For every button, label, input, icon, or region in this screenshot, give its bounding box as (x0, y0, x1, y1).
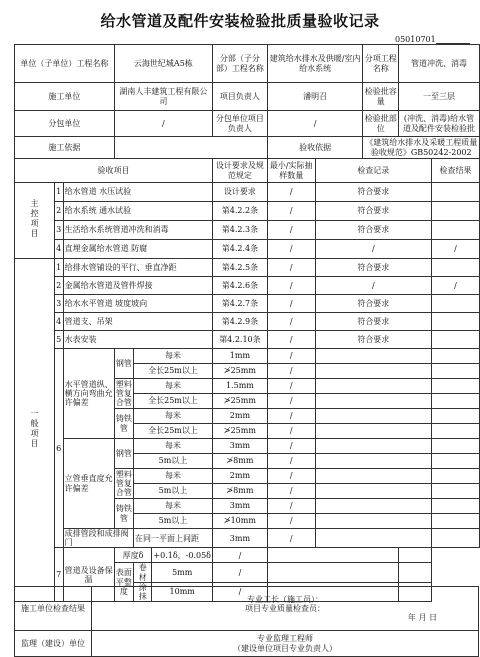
item6-record (315, 499, 431, 514)
main-item-name: 给水管道 水压试验 (63, 183, 212, 202)
item6-result (432, 394, 480, 409)
table-row (15, 202, 480, 221)
main-item-record: 符合要求 (315, 183, 431, 202)
item6-qty: / (267, 364, 315, 379)
pm-label: 项目负责人 (213, 83, 268, 111)
main-item-no: 1 (54, 183, 63, 202)
main-item-req: 第4.2.3条 (213, 221, 268, 240)
item6-qty: / (267, 379, 315, 394)
item6-req: ≯25mm (213, 394, 268, 409)
item6-record (315, 514, 431, 529)
item6-condition: 全长25m以上 (134, 364, 213, 379)
general-item-record: / (315, 277, 431, 295)
item7-req: 10mm (152, 582, 213, 601)
item6-condition: 每米 (134, 469, 213, 484)
item6-qty: / (267, 439, 315, 454)
valve-record (315, 529, 431, 548)
item6-material: 塑料管复合管 (115, 379, 132, 408)
main-item-name: 生活给水系统管道冲洗和消毒 (63, 221, 212, 240)
item7-flat-label: 表面平整度 (114, 563, 133, 602)
col-record-header: 检查记录 (315, 159, 431, 183)
builder-check-content (92, 587, 479, 631)
item6-condition: 每米 (134, 499, 213, 514)
item6-qty: / (267, 514, 315, 529)
item6-record (315, 439, 431, 454)
foreman-line: 专业工长（施工员）： (247, 594, 323, 604)
table-row (15, 529, 480, 548)
page-title: 给水管道及配件安装检验批质量验收记录 (100, 12, 380, 30)
valve-label: 成排管段和成排阀门 (63, 529, 133, 548)
general-item-name: 金属给水管道及管件焊接 (63, 277, 212, 295)
unit-label: 单位（子单位）工程名称 (15, 45, 115, 83)
main-item-qty: / (267, 183, 315, 202)
table-row (15, 295, 480, 313)
main-item-result (432, 183, 480, 202)
main-item-record: 符合要求 (315, 202, 431, 221)
table-row (15, 313, 480, 331)
item6-req: 3mm (213, 499, 268, 514)
capacity-label: 检验批容量 (363, 83, 399, 111)
item6-result (432, 484, 480, 499)
inspection-table (14, 44, 480, 602)
item-value: 管道冲洗、消毒 (399, 45, 480, 83)
col-result-header: 检查结果 (432, 159, 480, 183)
item6-condition: 5m以上 (134, 484, 213, 499)
general-item-qty: / (267, 295, 315, 313)
item7-condition: 卷材 (134, 563, 152, 582)
table-row (15, 277, 480, 295)
item6-qty: / (267, 409, 315, 424)
item7-record (267, 548, 398, 563)
item6-req: 1mm (213, 349, 268, 364)
unit-value: 云海世纪城A5栋 (114, 45, 212, 83)
valve-condition: 在同一平面上间距 (134, 529, 213, 548)
valve-qty: / (267, 529, 315, 548)
table-row (15, 221, 480, 240)
general-item-name: 管道支、吊架 (63, 313, 212, 331)
col-item-header: 验收项目 (15, 159, 213, 183)
item6-material: 塑料管复合管 (115, 469, 132, 498)
form-code (395, 35, 470, 44)
inspector-line: 项目专业质量检查员： (245, 603, 325, 613)
main-item-req: 第4.2.2条 (213, 202, 268, 221)
item6-material: 铸铁管 (114, 409, 133, 439)
main-item-name: 直埋金属给水管道 防腐 (63, 240, 212, 259)
general-item-result: / (432, 277, 480, 295)
item6-result (432, 409, 480, 424)
item6-result (432, 439, 480, 454)
general-item-no: 3 (54, 295, 63, 313)
main-item-no: 2 (54, 202, 63, 221)
table-row (15, 331, 480, 349)
valve-req: 3mm (213, 529, 268, 548)
builder-label: 施工单位 (15, 83, 115, 111)
sub-value: 建筑给水排水及供暖/室内给水系统 (267, 45, 363, 83)
item6-result (432, 499, 480, 514)
item6-horiz-label: 水平管道纵、横方向弯曲允许偏差 (63, 349, 114, 439)
capacity-value: 一至三层 (399, 83, 480, 111)
part-value: (冲洗、消毒)给水管道及配件安装检验批 (399, 111, 480, 137)
item6-record (315, 364, 431, 379)
general-item-no: 2 (54, 277, 63, 295)
table-row (15, 548, 480, 563)
basis-value (114, 137, 267, 159)
sub-label: 分部（子分部）工程名称 (213, 45, 268, 83)
item6-qty: / (267, 394, 315, 409)
item-label: 分项工程名称 (363, 45, 399, 83)
item6-condition: 全长25m以上 (134, 424, 213, 439)
table-row (15, 439, 480, 454)
main-section-label (15, 183, 55, 259)
general-item-no: 1 (54, 259, 63, 277)
main-item-req: 第4.2.4条 (213, 240, 268, 259)
main-item-record: 符合要求 (315, 221, 431, 240)
main-item-no: 4 (54, 240, 63, 259)
pm-value: 潘明召 (267, 83, 363, 111)
item7-label: 管道及设备保温 (63, 548, 114, 602)
item6-qty: / (267, 349, 315, 364)
general-item-qty: / (267, 313, 315, 331)
table-row (15, 349, 480, 364)
general-item-record: 符合要求 (315, 331, 431, 349)
item6-material: 铸铁管 (114, 499, 133, 529)
part-label: 检验批部位 (363, 111, 399, 137)
item6-result (432, 349, 480, 364)
item6-record (315, 454, 431, 469)
main-item-record: / (315, 240, 431, 259)
item7-record (267, 563, 398, 582)
supervisor-label: 监理（建设）单位 (15, 631, 92, 657)
general-item-qty: / (267, 277, 315, 295)
item6-result (432, 379, 480, 394)
general-item-qty: / (267, 259, 315, 277)
owner-line: （建设单位项目专业负责人） (233, 643, 337, 653)
item7-no: 7 (54, 548, 63, 602)
item6-record (315, 469, 431, 484)
builder-check-label: 施工单位检查结果 (15, 587, 92, 631)
item6-req: ≯8mm (213, 484, 268, 499)
item6-result (432, 454, 480, 469)
main-item-result (432, 202, 480, 221)
item6-result (432, 514, 480, 529)
item7-result (399, 548, 432, 563)
general-item-name: 水表安装 (63, 331, 212, 349)
item6-record (315, 349, 431, 364)
item6-condition: 每米 (134, 379, 213, 394)
builder-value: 湖南人丰建筑工程有限公司 (114, 83, 212, 111)
builder-date: 年 月 日 (407, 613, 437, 623)
supervisor-content (92, 631, 479, 657)
item6-qty: / (267, 484, 315, 499)
item6-record (315, 484, 431, 499)
item6-req: 3mm (213, 439, 268, 454)
item7-req: 5mm (152, 563, 213, 582)
item6-req: ≯8mm (213, 454, 268, 469)
item7-result (399, 563, 432, 582)
general-item-req: 第4.2.6条 (213, 277, 268, 295)
item6-result (432, 469, 480, 484)
signoff-table (14, 586, 479, 657)
main-item-req: 设计要求 (213, 183, 268, 202)
table-row (15, 259, 480, 277)
main-item-name: 给水系统 通水试验 (63, 202, 212, 221)
item6-condition: 每米 (134, 349, 213, 364)
general-item-no: 5 (54, 331, 63, 349)
form-code-text: 05010701 (395, 35, 436, 44)
item7-qty: / (213, 563, 268, 582)
item6-qty: / (267, 469, 315, 484)
general-item-req: 第4.2.5条 (213, 259, 268, 277)
general-item-req: 第4.2.9条 (213, 313, 268, 331)
item6-material: 钢管 (114, 349, 133, 379)
table-row (15, 183, 480, 202)
item6-req: 1.5mm (213, 379, 268, 394)
accept-value: 《建筑给水排水及采暖工程质量验收规范》GB50242-2002 (363, 137, 480, 159)
item6-qty: / (267, 499, 315, 514)
item6-req: ≯10mm (213, 514, 268, 529)
general-item-result (432, 331, 480, 349)
col-qty-header: 最小/实际抽样数量 (267, 159, 315, 183)
item6-condition: 每米 (134, 439, 213, 454)
subcon-label: 分包单位 (15, 111, 115, 137)
main-item-qty: / (267, 202, 315, 221)
subpm-label: 分包单位项目负责人 (213, 111, 268, 137)
item6-vert-label: 立管垂直度允许偏差 (63, 439, 114, 529)
item6-record (315, 394, 431, 409)
general-item-qty: / (267, 331, 315, 349)
item6-material: 钢管 (114, 439, 133, 469)
general-item-no: 4 (54, 313, 63, 331)
item6-qty: / (267, 424, 315, 439)
item6-condition: 5m以上 (134, 514, 213, 529)
general-item-name: 给水水平管道 坡度坡向 (63, 295, 212, 313)
general-item-record: 符合要求 (315, 313, 431, 331)
basis-label: 施工依据 (15, 137, 115, 159)
supervisor-line: 专业监理工程师 (257, 634, 313, 644)
item6-req: 2mm (213, 409, 268, 424)
subpm-value: / (267, 111, 363, 137)
general-item-record: 符合要求 (315, 295, 431, 313)
item6-record (315, 409, 431, 424)
item7-thick-label: 厚度δ (114, 548, 152, 563)
general-item-req: 第4.2.10条 (213, 331, 268, 349)
main-item-qty: / (267, 240, 315, 259)
main-item-result (432, 221, 480, 240)
general-item-result (432, 295, 480, 313)
subcon-value: / (114, 111, 212, 137)
item6-record (315, 379, 431, 394)
valve-result (432, 529, 480, 548)
item6-req: 2mm (213, 469, 268, 484)
table-row (15, 240, 480, 259)
general-item-result (432, 259, 480, 277)
item6-result (432, 364, 480, 379)
item6-no: 6 (54, 349, 63, 548)
item7-condition: 涂抹 (134, 582, 152, 601)
main-item-no: 3 (54, 221, 63, 240)
main-item-result: / (432, 240, 480, 259)
item6-req: ≯25mm (213, 424, 268, 439)
item6-result (432, 424, 480, 439)
general-item-req: 第4.2.7条 (213, 295, 268, 313)
item6-condition: 每米 (134, 409, 213, 424)
item6-condition: 全长25m以上 (134, 394, 213, 409)
item7-thick-qty: / (213, 548, 268, 563)
item7-thick-req: +0.1δ，-0.05δ (152, 548, 213, 563)
item6-record (315, 424, 431, 439)
general-section-label (15, 259, 55, 602)
general-item-record: 符合要求 (315, 259, 431, 277)
item6-condition: 5m以上 (134, 454, 213, 469)
col-req-header: 设计要求及规范规定 (213, 159, 268, 183)
general-item-name: 给排水管铺设的平行、垂直净距 (63, 259, 212, 277)
accept-label: 验收依据 (267, 137, 363, 159)
general-item-result (432, 313, 480, 331)
main-section-label-text: 主控项目 (29, 199, 39, 240)
item6-qty: / (267, 454, 315, 469)
item6-req: ≯25mm (213, 364, 268, 379)
main-item-qty: / (267, 221, 315, 240)
general-section-label-text: 一般项目 (29, 408, 39, 449)
item7-qty: / (213, 582, 268, 601)
